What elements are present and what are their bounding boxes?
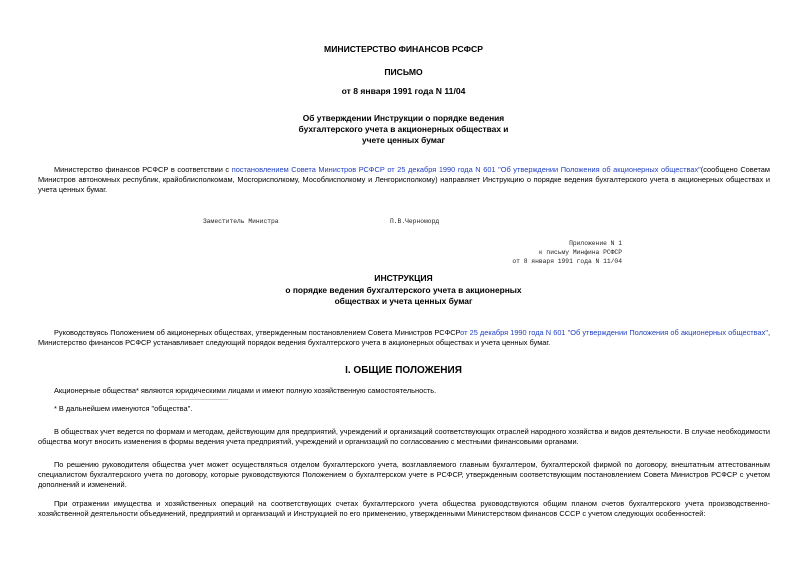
ministry-heading: МИНИСТЕРСТВО ФИНАНСОВ РСФСР <box>324 44 483 54</box>
instruction-subtitle-line: обществах и учета ценных бумаг <box>334 296 473 306</box>
appendix-line: к письму Минфина РСФСР <box>538 249 622 256</box>
section-paragraph-1: Акционерные общества* являются юридическими лицами и имеют полную хозяйственную самостоятельность. <box>54 386 437 395</box>
instruction-subtitle-line: о порядке ведения бухгалтерского учета в акционерных <box>285 285 522 295</box>
footnote-rule: ________________ <box>168 394 229 401</box>
footnote: * В дальнейшем именуются "общества". <box>54 404 193 413</box>
section-heading: I. ОБЩИЕ ПОЛОЖЕНИЯ <box>345 365 462 376</box>
resolution-link-2[interactable]: от 25 декабря 1990 года N 601 "Об утверждении Положения об акционерных обществах" <box>460 328 768 337</box>
document-type: ПИСЬМО <box>384 67 423 77</box>
intro-text-after: (сообщено Советам Министров автономных республик, крайоблисполкомам, Мосгорисполкому, Мособлисполкому и Ленгорисполкому) направляет Инструкцию о порядке ведения бухгалтерского учета в акционерных обществах и учета ценных бумаг. <box>38 165 770 194</box>
guided-text-before: Руководствуясь Положением об акционерных обществах, утвержденным постановлением Совета Министров РСФСР <box>54 328 461 337</box>
instruction-heading: ИНСТРУКЦИЯ <box>374 273 433 283</box>
guided-text-after: , Министерство финансов РСФСР устанавливает следующий порядок ведения бухгалтерского учета в акционерных обществах и учета ценных бумаг. <box>38 328 771 347</box>
title-line: учете ценных бумаг <box>361 135 446 145</box>
appendix-line: от 8 января 1991 года N 11/04 <box>512 258 622 265</box>
intro-text-before: Министерство финансов РСФСР в соответствии с <box>54 165 230 174</box>
resolution-link[interactable]: постановлением Совета Министров РСФСР от 25 декабря 1990 года N 601 "Об утверждении Положения об акционерных обществах" <box>231 165 701 174</box>
title-line: Об утверждении Инструкции о порядке ведения <box>302 113 505 123</box>
title-line: бухгалтерского учета в акционерных обществах и <box>298 124 509 134</box>
section-paragraph-4: При отражении имущества и хозяйственных операций на соответствующих счетах бухгалтерского учета общества руководствуются общим планом счетов бухгалтерского учета производственно-хозяйственной деятельности объединений, предприятий и организаций и Инструкцией по его применению, утвержденными Министерством финансов СССР с учетом следующих особенностей: <box>38 499 770 518</box>
signature-position: Заместитель Министра <box>203 218 279 225</box>
guided-paragraph <box>38 328 770 348</box>
document-date-number: от 8 января 1991 года N 11/04 <box>341 86 466 96</box>
section-paragraph-2: В обществах учет ведется по формам и методам, действующим для предприятий, учреждений и организаций соответствующих отраслей народного хозяйства и видов деятельности. В случае необходимости общества могут вносить изменения в формы ведения учета предприятий, учреждений и организаций по согласованию с местными финансовыми органами. <box>38 427 770 446</box>
section-paragraph-3: По решению руководителя общества учет может осуществляться отделом бухгалтерского учета, возглавляемого главным бухгалтером, бухгалтерской фирмой по договору, внештатным аттестованным специалистом бухгалтерского учета по договору, которые руководствуются Положением о бухгалтерском учете в РСФСР, утвержденным соответствующим постановлением Совета Министров РСФСР с учетом дополнений и изменений. <box>38 460 770 489</box>
signature-name: П.В.Черноморд <box>390 218 440 225</box>
intro-paragraph <box>38 165 770 195</box>
appendix-line: Приложение N 1 <box>569 240 622 247</box>
